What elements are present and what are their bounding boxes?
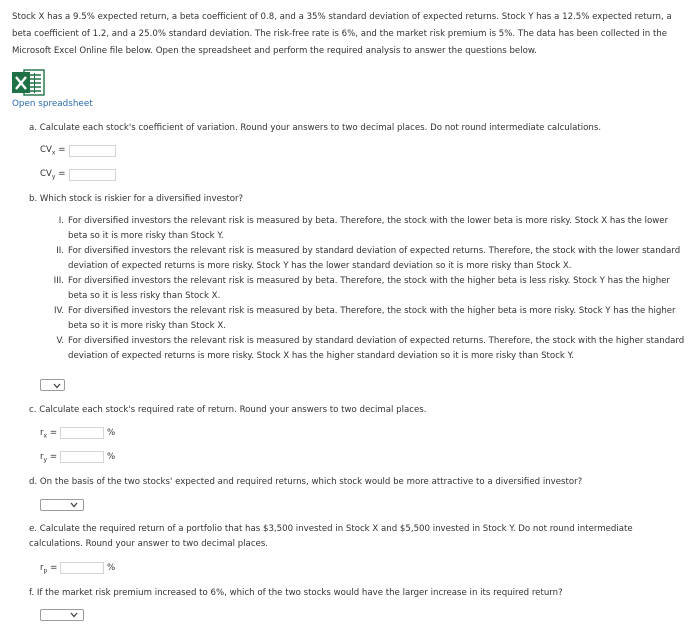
option-i: I. For diversified investors the relevant risk is measured by beta. Therefore, the stock with the lower beta is more risky. Stock X has the lower beta so it is more risky than Stock Y. — [58, 216, 669, 241]
rx-percent: % — [107, 428, 116, 438]
rx-input[interactable] — [60, 427, 104, 439]
chevron-down-icon — [53, 383, 61, 389]
option-v: V. For diversified investors the relevant risk is measured by standard deviation of expected returns. Therefore, the stock with the higher standard deviation of expected returns is more risky. Stock X has the higher standard deviation so it is more risky than Stock Y. — [56, 336, 685, 361]
question-d-text: d. On the basis of the two stocks' expected and required returns, which stock would be more attractive to a diversified investor? — [29, 477, 583, 487]
cvy-input[interactable] — [69, 169, 116, 181]
question-b-text: b. Which stock is riskier for a diversified investor? — [29, 194, 244, 204]
rx-label: $r_x$ = — [40, 428, 58, 440]
rp-input[interactable] — [60, 562, 104, 574]
ry-percent: % — [107, 452, 116, 462]
question-f-text: f. If the market risk premium increased to 6%, which of the two stocks would have the larger increase in its required return? — [29, 588, 563, 598]
excel-icon[interactable] — [12, 69, 45, 96]
open-spreadsheet-link[interactable]: Open spreadsheet — [12, 99, 93, 109]
question-d-select[interactable] — [40, 499, 84, 511]
rp-label: $r_p$ = — [40, 563, 58, 575]
ry-label: $r_y$ = — [40, 452, 58, 464]
question-c-text: c. Calculate each stock's required rate of return. Round your answers to two decimal places. — [29, 405, 427, 415]
cvx-label: $CV_x$ = — [40, 145, 66, 157]
question-e-text: e. Calculate the required return of a portfolio that has $3,500 invested in Stock X and $5,500 invested in Stock Y. Do not round intermediate calculations. Round your answer to two decimal places. — [29, 524, 633, 549]
option-ii: II. For diversified investors the relevant risk is measured by standard deviation of expected returns. Therefore, the stock with the lower standard deviation of expected returns is more risky. Stock Y has the lower standard deviation so it is more risky than Stock X. — [56, 246, 681, 271]
question-b-select[interactable] — [40, 379, 65, 391]
question-a-text: a. Calculate each stock's coefficient of variation. Round your answers to two decimal places. Do not round intermediate calculations. — [29, 123, 602, 133]
ry-input[interactable] — [60, 451, 104, 463]
cvx-input[interactable] — [69, 145, 116, 157]
question-b-options — [53, 214, 688, 364]
chevron-down-icon — [70, 502, 78, 508]
question-f-select[interactable] — [40, 609, 84, 621]
chevron-down-icon — [70, 612, 78, 618]
option-iv: IV. For diversified investors the relevant risk is measured by beta. Therefore, the stock with the higher beta is more risky. Stock Y has the higher beta so it is more risky than Stock X. — [53, 306, 676, 331]
option-iii: III. For diversified investors the relevant risk is measured by beta. Therefore, the stock with the higher beta is less risky. Stock Y has the higher beta so it is less risky than Stock X. — [53, 276, 670, 301]
intro-text: Stock X has a 9.5% expected return, a beta coefficient of 0.8, and a 35% standard deviation of expected returns. Stock Y has a 12.5% expected return, a beta coefficient of 1.2, and a 25.0% standard deviation. The risk-free rate is 6%, and the market risk premium is 5%. The data has been collected in the Microsoft Excel Online file below. Open the spreadsheet and perform the required analysis to answer the questions below. — [12, 12, 672, 56]
rp-percent: % — [107, 563, 116, 573]
cvy-label: $CV_y$ = — [40, 169, 66, 181]
